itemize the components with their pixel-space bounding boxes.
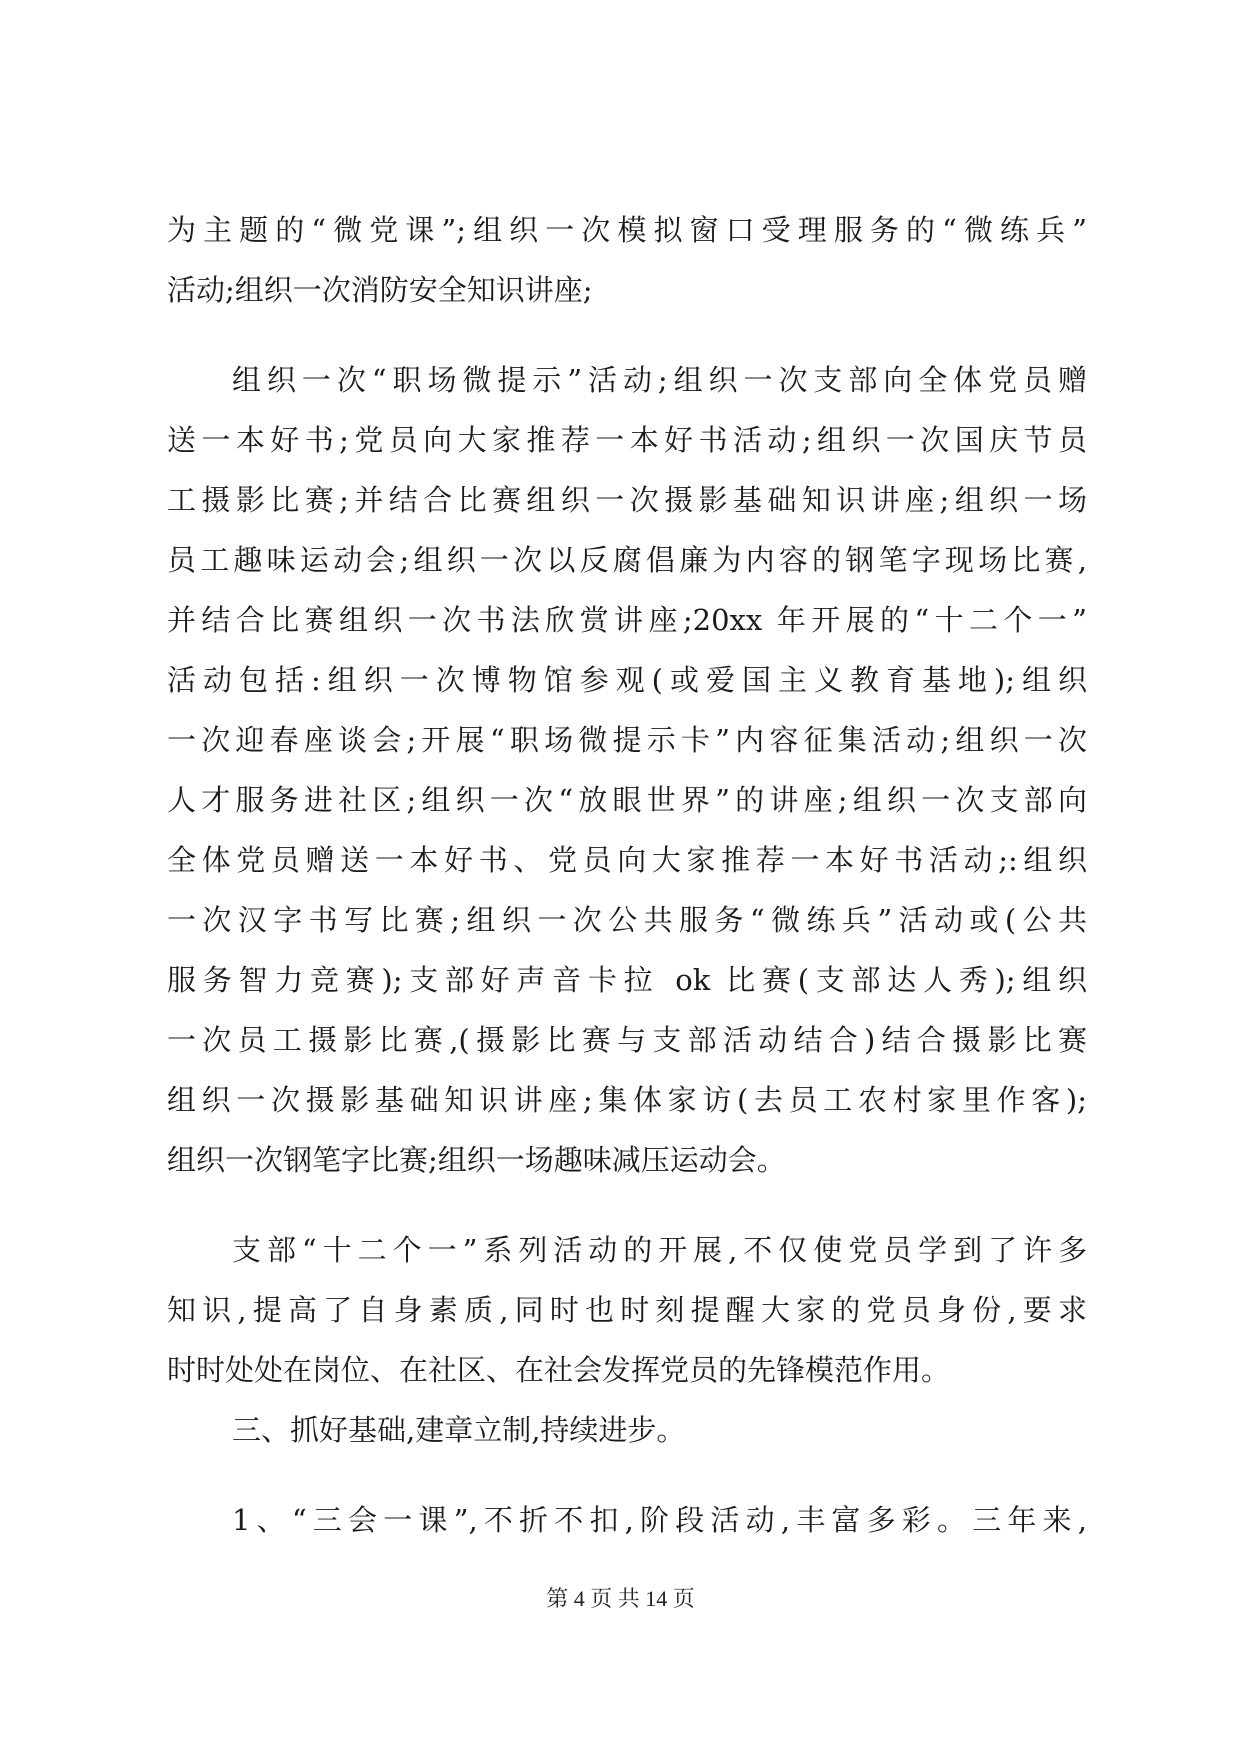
paragraph-line: 组织一次“职场微提示”活动;组织一次支部向全体党员赠 <box>232 363 1087 397</box>
paragraph-line: 一次迎春座谈会;开展“职场微提示卡”内容征集活动;组织一次 <box>167 723 1087 757</box>
paragraph-line: 工摄影比赛;并结合比赛组织一次摄影基础知识讲座;组织一场 <box>167 483 1087 517</box>
paragraph-line: 为主题的“微党课”;组织一次模拟窗口受理服务的“微练兵” <box>167 213 1087 247</box>
paragraph-line: 服务智力竞赛);支部好声音卡拉 ok 比赛(支部达人秀);组织 <box>167 963 1087 997</box>
paragraph-line: 一次员工摄影比赛,(摄影比赛与支部活动结合)结合摄影比赛 <box>167 1023 1087 1057</box>
paragraph-line: 1、“三会一课”,不折不扣,阶段活动,丰富多彩。三年来, <box>232 1503 1087 1537</box>
section-heading: 三、抓好基础,建章立制,持续进步。 <box>232 1413 686 1447</box>
paragraph-line: 时时处处在岗位、在社区、在社会发挥党员的先锋模范作用。 <box>167 1353 951 1387</box>
page-footer: 第 4 页 共 14 页 <box>546 1586 695 1611</box>
paragraph-line: 全体党员赠送一本好书、党员向大家推荐一本好书活动;:组织 <box>167 843 1087 877</box>
paragraph-line: 一次汉字书写比赛;组织一次公共服务“微练兵”活动或(公共 <box>167 903 1087 937</box>
paragraph-line: 活动包括:组织一次博物馆参观(或爱国主义教育基地);组织 <box>167 663 1087 697</box>
paragraph-line: 组织一次钢笔字比赛;组织一场趣味减压运动会。 <box>167 1143 786 1177</box>
paragraph-line: 活动;组织一次消防安全知识讲座; <box>167 273 593 307</box>
paragraph-line: 员工趣味运动会;组织一次以反腐倡廉为内容的钢笔字现场比赛, <box>167 543 1087 577</box>
paragraph-line: 送一本好书;党员向大家推荐一本好书活动;组织一次国庆节员 <box>167 423 1087 457</box>
paragraph-line: 人才服务进社区;组织一次“放眼世界”的讲座;组织一次支部向 <box>167 783 1087 817</box>
paragraph-line: 支部“十二个一”系列活动的开展,不仅使党员学到了许多 <box>232 1233 1087 1267</box>
paragraph-line: 组织一次摄影基础知识讲座;集体家访(去员工农村家里作客); <box>167 1083 1087 1117</box>
paragraph-line: 知识,提高了自身素质,同时也时刻提醒大家的党员身份,要求 <box>167 1293 1087 1327</box>
paragraph-line: 并结合比赛组织一次书法欣赏讲座;20xx 年开展的“十二个一” <box>167 603 1087 637</box>
